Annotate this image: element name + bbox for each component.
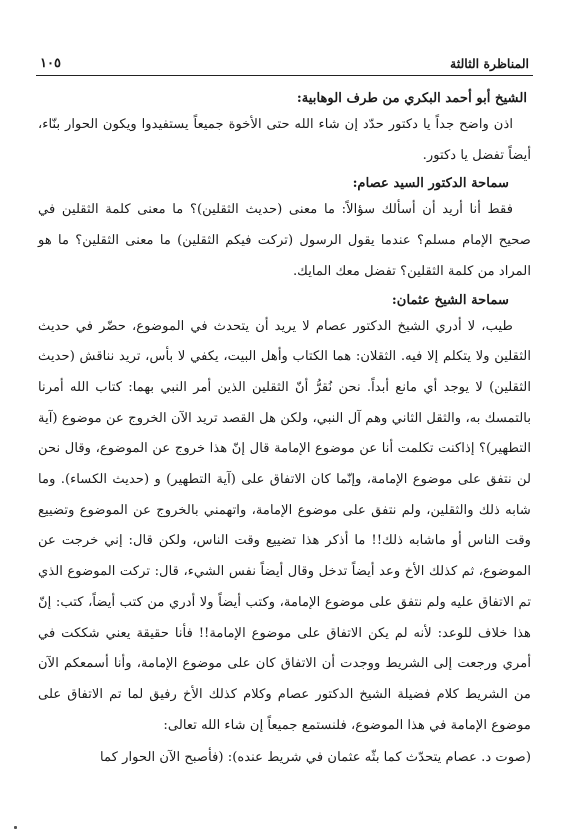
dialogue-block xyxy=(38,173,531,287)
speaker-heading: سماحة الشيخ عثمان: xyxy=(391,292,509,308)
closing-line xyxy=(38,743,531,774)
dialogue-block xyxy=(38,290,531,742)
speech-paragraph xyxy=(38,110,531,171)
page-number: ١٠٥ xyxy=(40,56,61,71)
page-body xyxy=(36,76,533,774)
scan-mark xyxy=(14,826,17,829)
speech-text: اذن واضح جداً يا دكتور حدّد إن شاء الله حتى الأخوة جميعاً يستفيدوا ويكون الحوار بنّاء، أيضاً تفضل يا دكتور. xyxy=(38,117,531,163)
closing-text: (صوت د. عصام يتحدّث كما بثّه عثمان في شريط عنده): (فأصبح الآن الحوار كما xyxy=(100,750,531,766)
speaker-heading: سماحة الدكتور السيد عصام: xyxy=(352,176,509,192)
speech-paragraph xyxy=(38,312,531,742)
running-header xyxy=(36,52,533,76)
chapter-title: المناظرة الثالثة xyxy=(450,56,529,71)
speech-text: فقط أنا أريد أن أسألك سؤالاً: ما معنى (حديث الثقلين)؟ ما معنى كلمة الثقلين في صحيح الإمام مسلم؟ عندما يقول الرسول (تركت فيكم الثقلين) ما معنى الثقلين؟ ما هو المراد من كلمة الثقلين؟ تفضل معك المايك. xyxy=(38,202,531,279)
dialogue-block xyxy=(38,88,531,171)
speaker-heading: الشيخ أبو أحمد البكري من طرف الوهابية: xyxy=(296,91,527,106)
speech-text: طيب، لا أدري الشيخ الدكتور عصام لا يريد أن يتحدث في الموضوع، حضّر في حديث الثقلين ولا يتكلم إلا فيه. الثقلان: هما الكتاب وأهل البيت، يكفي لا بأس، تريد نناقش (حديث الثقلين) لا يوجد أي مانع أبداً. نحن نُقرُّ أنّ الثقلين الذين أمر النبي بهما: كتاب الله أمرنا بالتمسك به، والثقل الثاني وهم آل النبي، ولكن هل القصد تريد الآن الخروج عن موضوع (آية التطهير)؟ إذاكنت تكلمت أنا عن موضوع الإمامة قال إنّ هذا خروج عن الموضوع، وقال نحن لن نتفق على موضوع الإمامة، وإنّما كان الاتفاق على (آية التطهير) و (حديث الكساء). وما شابه ذلك والثقلين، ولم نتفق على موضوع الإمامة، واتهمني بالخروج عن الموضوع وتضييع وقت الناس أو ماشابه ذلك!! ما أذكر هذا تضييع وقت الناس، ولكن قال: إني خرجت عن الموضوع، ثم كذلك الأخ وعد أيضاً تدخل وقال أيضاً نفس الشيء، قال: تركت الموضوع الذي تم الاتفاق عليه ولم نتفق على موضوع الإمامة، وكتب أيضاً ولا أدري من كتب أيضاً، كتب: إنّ هذا خلاف للوعد: لأنه لم يكن الاتفاق على موضوع الإمامة!! فأنا حقيقة يعني شككت في أمري ورجعت إلى الشريط ووجدت أن الاتفاق كان على موضوع الإمامة، وأنا أسمعكم الآن من الشريط كلام فضيلة الشيخ الدكتور عصام وكلام كذلك الأخ رفيق لما تم الاتفاق على موضوع الإمامة في هذا الموضوع، فلنستمع جميعاً إن شاء الله تعالى: xyxy=(38,318,531,733)
speech-paragraph xyxy=(38,195,531,287)
